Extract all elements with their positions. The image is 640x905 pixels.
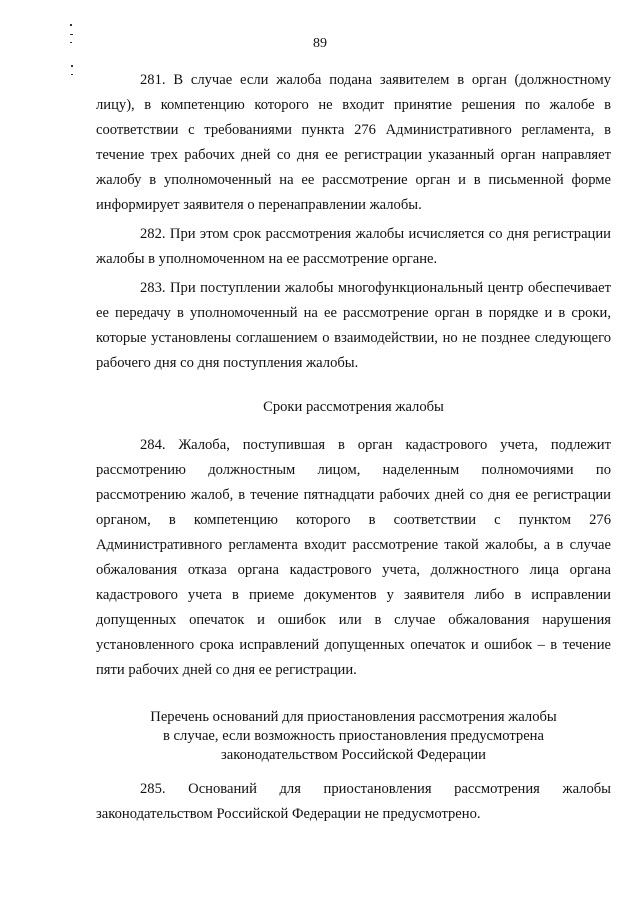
page-number: 89 xyxy=(313,36,327,51)
scan-mark xyxy=(70,34,73,35)
paragraph-282: 282. При этом срок рассмотрения жалобы исчисляется со дня регистрации жалобы в уполномоченном на ее рассмотрение органе. xyxy=(96,226,611,267)
paragraph-281: 281. В случае если жалоба подана заявителем в орган (должностному лицу), в компетенцию которого не входит принятие решения по жалобе в соответствии с требованиями пункта 276 Административного регламента, в течение трех рабочих дней со дня ее регистрации указанный орган направляет жалобу в уполномоченный на ее рассмотрение орган и в письменной форме информирует заявителя о перенаправлении жалобы. xyxy=(96,72,611,213)
scan-mark xyxy=(71,74,73,75)
heading-line-3: законодательством Российской Федерации xyxy=(221,747,486,763)
section-suspension xyxy=(96,777,611,827)
section-review-terms xyxy=(96,433,611,683)
heading-review-terms: Сроки рассмотрения жалобы xyxy=(263,399,444,415)
heading-suspension-grounds xyxy=(96,708,611,765)
paragraph-285: 285. Оснований для приостановления рассмотрения жалобы законодательством Российской Федерации не предусмотрено. xyxy=(96,781,611,822)
scan-mark xyxy=(71,65,73,67)
section-forwarding xyxy=(96,68,611,376)
scan-mark xyxy=(70,24,72,26)
paragraph-284: 284. Жалоба, поступившая в орган кадастрового учета, подлежит рассмотрению должностным лицом, наделенным полномочиями по рассмотрению жалоб, в течение пятнадцати рабочих дней со дня ее регистрации органом, в компетенцию которого в соответствии с пунктом 276 Административного регламента входит рассмотрение такой жалобы, а в случае обжалования отказа органа кадастрового учета, должностного лица органа кадастрового учета в приеме документов у заявителя либо в исправлении допущенных опечаток и ошибок или в случае обжалования нарушения установленного срока исправлений допущенных опечаток и ошибок – в течение пяти рабочих дней со дня ее регистрации. xyxy=(96,437,611,678)
heading-line-1: Перечень оснований для приостановления рассмотрения жалобы xyxy=(150,709,557,725)
paragraph-283: 283. При поступлении жалобы многофункциональный центр обеспечивает ее передачу в уполномоченный на ее рассмотрение орган в порядке и в сроки, которые установлены соглашением о взаимодействии, но не позднее следующего рабочего дня со дня поступления жалобы. xyxy=(96,280,611,371)
heading-line-2: в случае, если возможность приостановления предусмотрена xyxy=(163,728,544,744)
